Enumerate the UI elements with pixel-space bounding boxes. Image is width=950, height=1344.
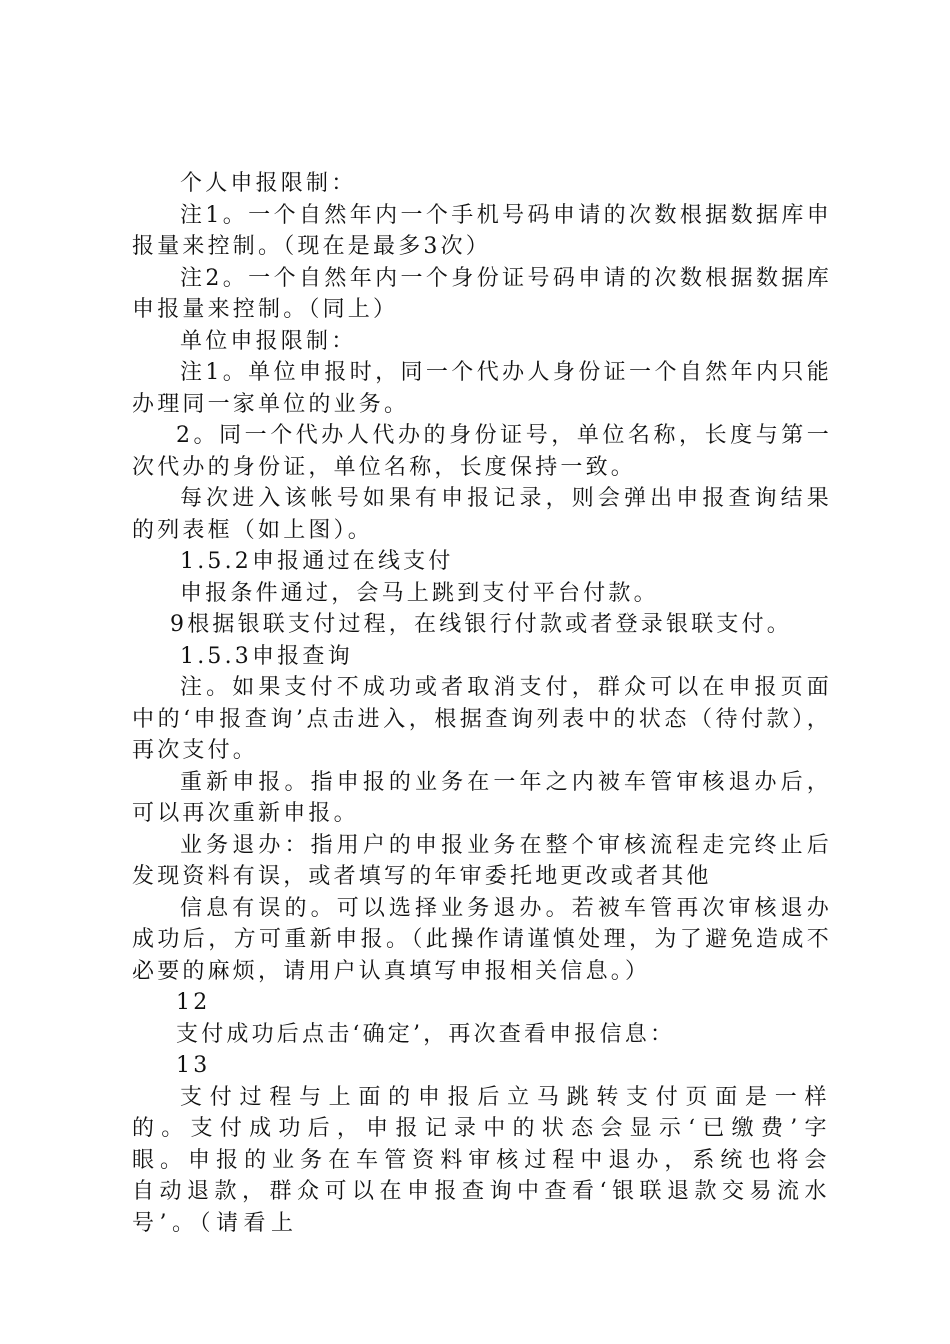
para-payment-redirect: 申报条件通过，会马上跳到支付平台付款。 <box>180 580 659 606</box>
para-resubmit: 重新申报。指申报的业务在一年之内被车管审核退办后，可以再次重新申报。 <box>132 769 832 826</box>
para-payment-process: 支付过程与上面的申报后立马跳转支付页面是一样的。支付成功后，申报记录中的状态会显示‘已缴费’字眼。申报的业务在车管资料审核过程中退办，系统也将会自动退款，群众可以在申报查询中查看‘银联退款交易流水号’。（请看上 <box>132 1084 832 1236</box>
para-withdraw-continued: 信息有误的。可以选择业务退办。若被车管再次审核退办成功后，方可重新申报。（此操作请谨慎处理，为了避免造成不必要的麻烦，请用户认真填写申报相关信息。） <box>132 895 832 984</box>
para-confirm-after-payment: 支付成功后点击‘确定’，再次查看申报信息： <box>176 1021 676 1047</box>
document-body <box>132 168 832 1239</box>
note-payment-failed: 注。如果支付不成功或者取消支付，群众可以在申报页面中的‘申报查询’点击进入，根据查询列表中的状态（待付款），再次支付。 <box>132 675 832 763</box>
note-unit-consistency: 2。同一个代办人代办的身份证号，单位名称，长度与第一次代办的身份证，单位名称，长度保持一致。 <box>132 423 832 480</box>
para-record-popup: 每次进入该帐号如果有申报记录，则会弹出申报查询结果的列表框（如上图）。 <box>132 486 832 543</box>
para-withdraw: 业务退办：指用户的申报业务在整个审核流程走完终止后发现资料有误，或者填写的年审委托地更改或者其他 <box>132 832 832 889</box>
figure-number-13: 13 <box>176 1053 211 1078</box>
note-id-limit: 注2。一个自然年内一个身份证号码申请的次数根据数据库申报量来控制。（同上） <box>132 265 832 322</box>
section-heading-query: 1.5.3申报查询 <box>180 643 353 669</box>
heading-unit-limits: 单位申报限制： <box>180 328 357 354</box>
heading-personal-limits: 个人申报限制： <box>180 171 357 196</box>
figure-number-12: 12 <box>176 990 211 1015</box>
para-unionpay-process: 9根据银联支付过程，在线银行付款或者登录银联支付。 <box>170 612 792 637</box>
note-unit-agent: 注1。单位申报时，同一个代办人身份证一个自然年内只能办理同一家单位的业务。 <box>132 360 832 417</box>
note-phone-limit: 注1。一个自然年内一个手机号码申请的次数根据数据库申报量来控制。（现在是最多3次） <box>132 202 832 259</box>
section-heading-online-payment: 1.5.2申报通过在线支付 <box>180 549 454 574</box>
